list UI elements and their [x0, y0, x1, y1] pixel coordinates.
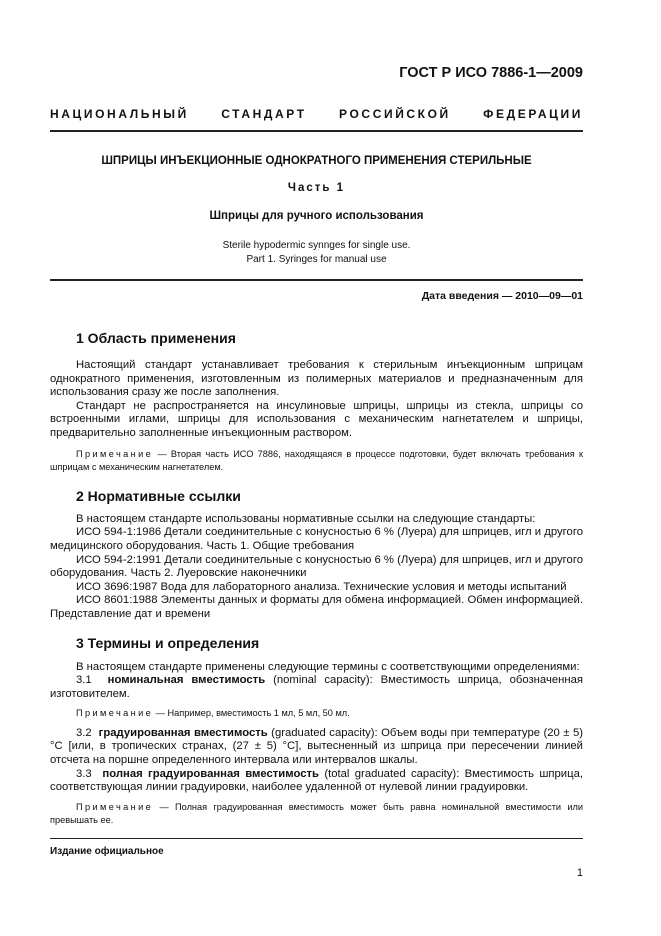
note	[50, 801, 583, 828]
term: градуированная вместимость	[98, 726, 268, 739]
note-label: Примечание	[76, 448, 154, 459]
english-title	[50, 239, 583, 267]
document-title: ШПРИЦЫ ИНЪЕКЦИОННЫЕ ОДНОКРАТНОГО ПРИМЕНЕНИЯ СТЕРИЛЬНЫЕ	[101, 155, 532, 167]
note-text: — Вторая часть ИСО 7886, находящаяся в процессе подготовки, будет включать требования к шприцам с механическим нагнетателем.	[50, 448, 583, 473]
reference-item: ИСО 594-2:1991 Детали соединительные с конусностью 6 % (Луера) для шприцев, игл и другого оборудования. Часть 2. Луеровские наконечники	[50, 553, 583, 580]
section-body	[50, 359, 583, 441]
page-number: 1	[576, 867, 583, 880]
term: полная градуированная вместимость	[102, 767, 319, 780]
section-body	[50, 513, 583, 622]
note-label: Примечание	[76, 708, 154, 719]
section-body	[50, 661, 583, 702]
definition: (total graduated capacity): Вместимость шприца, соответствующая линии градуировки, наиболее удаленной от нулевой линии градуировки.	[50, 767, 584, 794]
part-number: Часть 1	[287, 182, 346, 194]
english-title-line: Sterile hypodermic synnges for single use.	[222, 240, 411, 251]
definition: (graduated capacity): Объем воды при температуре (20 ± 5) °С [или, в тропических странах, (27 ± 5) °С], вытесненный из шприца при пересечении линией отсчета на поршне определенного интервала или интервалов шкалы.	[50, 726, 583, 767]
section-body	[50, 727, 583, 795]
note	[50, 707, 583, 721]
note-text: — Например, вместимость 1 мл, 5 мл, 50 мл.	[153, 708, 350, 719]
standard-code: ГОСТ Р ИСО 7886-1—2009	[399, 65, 583, 81]
section-heading: 2 Нормативные ссылки	[76, 487, 241, 504]
document-subtitle: Шприцы для ручного использования	[209, 210, 424, 222]
divider	[50, 838, 583, 839]
divider	[50, 279, 583, 281]
english-title-line: Part 1. Syringes for manual use	[246, 254, 387, 265]
reference-item: ИСО 594-1:1986 Детали соединительные с конусностью 6 % (Луера) для шприцев, игл и другого медицинского оборудования. Часть 1. Общие требования	[50, 526, 583, 552]
divider	[50, 130, 583, 132]
document-page	[50, 0, 583, 900]
term-definition	[50, 727, 583, 768]
note	[50, 448, 583, 475]
term-number: 3.2	[76, 726, 92, 739]
paragraph: В настоящем стандарте использованы нормативные ссылки на следующие стандарты:	[76, 512, 536, 525]
reference-item: ИСО 8601:1988 Элементы данных и форматы для обмена информацией. Обмен информацией. Представление дат и времени	[50, 594, 583, 620]
paragraph: Стандарт не распространяется на инсулиновые шприцы, шприцы из стекла, шприцы со встроенными иглами, шприцы для использования с механическим нагнетателем и шприцы, предварительно заполненные инъекционным раствором.	[50, 399, 583, 439]
paragraph: Настоящий стандарт устанавливает требования к стерильным инъекционным шприцам однократного применения, изготовленным из полимерных материалов и предназначенным для использования сразу же после заполнения.	[50, 359, 583, 399]
term: номинальная вместимость	[107, 674, 266, 687]
section-heading: 3 Термины и определения	[76, 634, 260, 651]
note-label: Примечание	[76, 801, 154, 812]
paragraph: В настоящем стандарте применены следующие термины с соответствующими определениями:	[76, 660, 580, 673]
term-number: 3.3	[76, 767, 92, 780]
definition: (nominal capacity): Вместимость шприца, обозначенная изготовителем.	[50, 674, 583, 700]
term-number: 3.1	[76, 674, 92, 687]
note-text: — Полная градуированная вместимость может быть равна номинальной вместимости или превышать ее.	[50, 801, 583, 826]
term-definition	[50, 768, 583, 795]
effective-date: Дата введения — 2010—09—01	[421, 290, 583, 302]
term-definition	[50, 674, 583, 701]
edition-label: Издание официальное	[50, 846, 164, 858]
reference-item: ИСО 3696:1987 Вода для лабораторного анализа. Технические условия и методы испытаний	[76, 580, 567, 593]
section-heading: 1 Область применения	[76, 330, 236, 346]
national-standard-heading: НАЦИОНАЛЬНЫЙ СТАНДАРТ РОССИЙСКОЙ ФЕДЕРАЦИИ	[50, 107, 583, 121]
